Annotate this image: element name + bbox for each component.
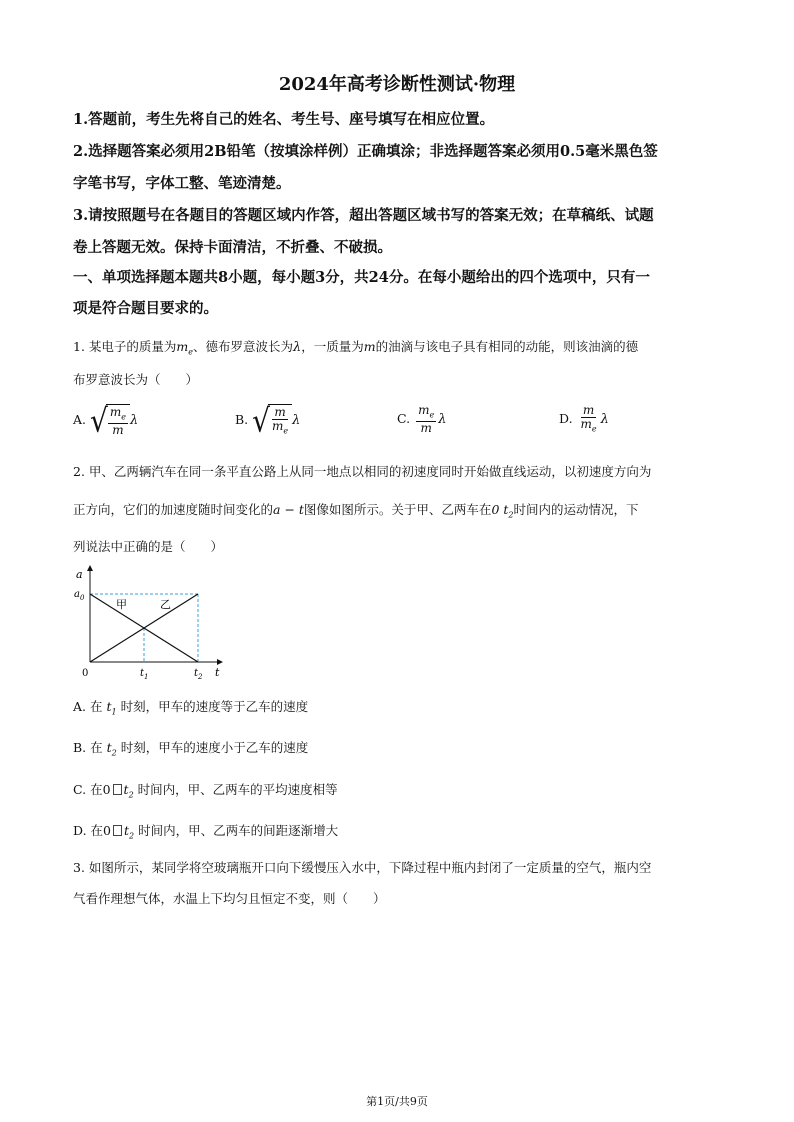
q2-at-graph [70,562,230,684]
instruction-2-cont: 字笔书写，字体工整、笔迹清楚。 [73,175,291,192]
q1-text-b: 、德布罗意波长为 [193,339,294,354]
q1-text-d: 的油滴与该电子具有相同的动能，则该油滴的德 [375,339,639,354]
q1-options [73,400,733,450]
q1-text-c: ，一质量为 [301,339,364,354]
q2-option-a[interactable]: A. 在 $t_1$ 时刻，甲车的速度等于乙车的速度 [73,699,309,717]
q1-option-a[interactable] [73,401,139,440]
q1-text-a: 1. 某电子的质量为 [73,339,177,354]
missing-glyph-box [113,784,122,795]
instruction-3-cont: 卷上答题无效。保持卡面清洁，不折叠、不破损。 [73,239,392,256]
q1-m: m [363,339,376,354]
q2-option-d[interactable]: D. 在0 $t_2$ 时间内，甲、乙两车的间距逐渐增大 [73,823,339,841]
lambda-symbol: λ [292,413,301,429]
option-label: D. [559,411,577,427]
lambda-symbol: λ [438,412,447,428]
q2-at-label: a − t [273,502,304,517]
q2-stem-line1: 2. 甲、乙两辆汽车在同一条平直公路上从同一地点以相同的初速度同时开始做直线运动，以初速度方向为 [73,464,652,479]
mass-ratio-fraction: $\frac{m}{m_e}$ [580,403,597,434]
x-axis-label: t [215,666,220,679]
sqrt-sign: √ $\frac{m}{m_e}$ [252,404,292,437]
section-heading-cont: 项是符合题目要求的。 [73,300,218,317]
page-footer: 第1页/共9页 [366,1095,428,1108]
q1-option-b[interactable] [235,401,301,440]
lambda-symbol: λ [600,412,609,428]
section-heading: 一、单项选择题本题共8小题，每小题3分，共24分。在每小题给出的四个选项中，只有一 [73,269,650,286]
q1-stem-line2: 布罗意波长为（ ） [73,372,199,387]
mass-ratio-fraction: $\frac{m_e}{m}$ [418,403,435,436]
q1-stem-line1 [73,337,638,357]
instruction-1: 1.答题前，考生先将自己的姓名、考生号、座号填写在相应位置。 [73,111,495,128]
mass-ratio-fraction: $\frac{m_e}{m}$ [109,405,126,438]
label-yi: 乙 [160,598,171,611]
q3-stem-line2: 气看作理想气体，水温上下均匀且恒定不变，则（ ） [73,891,386,906]
lambda-symbol: λ [129,413,139,429]
option-label: A. [73,412,90,428]
t2-label: $t_2$ [194,668,203,681]
q2-range: 0 $t_2$ [491,502,514,520]
label-jia: 甲 [116,598,127,611]
page-title: 2024年高考诊断性测试·物理 [278,74,516,95]
q3-stem-line1: 3. 如图所示，某同学将空玻璃瓶开口向下缓慢压入水中，下降过程中瓶内封闭了一定质量的空气，瓶内空 [73,860,652,875]
q1-option-d[interactable] [559,404,609,435]
mass-ratio-fraction: $\frac{m}{m_e}$ [271,405,289,436]
q1-lambda: λ [293,340,302,355]
instruction-2: 2.选择题答案必须用2B铅笔（按填涂样例）正确填涂；非选择题答案必须用0.5毫米黑色签 [73,143,658,160]
sqrt-sign: √ $\frac{m_e}{m}$ [90,404,130,437]
q2-stem-line2: 正方向，它们的加速度随时间变化的a − t图像如图所示。关于甲、乙两车在0 $t_2$时间内的运动情况，下 [73,502,639,520]
option-label: B. [235,412,253,428]
q2-option-c[interactable]: C. 在0 $t_2$ 时间内，甲、乙两车的平均速度相等 [73,782,338,800]
option-label: C. [397,411,415,427]
q2-option-b[interactable]: B. 在 $t_2$ 时刻，甲车的速度小于乙车的速度 [73,740,309,758]
q1-option-c[interactable] [397,404,446,435]
q1-me: $m_e$ [176,339,193,357]
instruction-3: 3.请按照题号在各题目的答题区域内作答，超出答题区域书写的答案无效；在草稿纸、试题 [73,207,654,224]
t1-label: $t_1$ [140,668,149,681]
a0-label: $a_0$ [74,589,85,602]
q2-stem-line3: 列说法中正确的是（ ） [73,539,224,554]
y-axis-label: a [76,568,83,581]
origin-label: 0 [82,668,89,679]
missing-glyph-box [113,825,122,836]
